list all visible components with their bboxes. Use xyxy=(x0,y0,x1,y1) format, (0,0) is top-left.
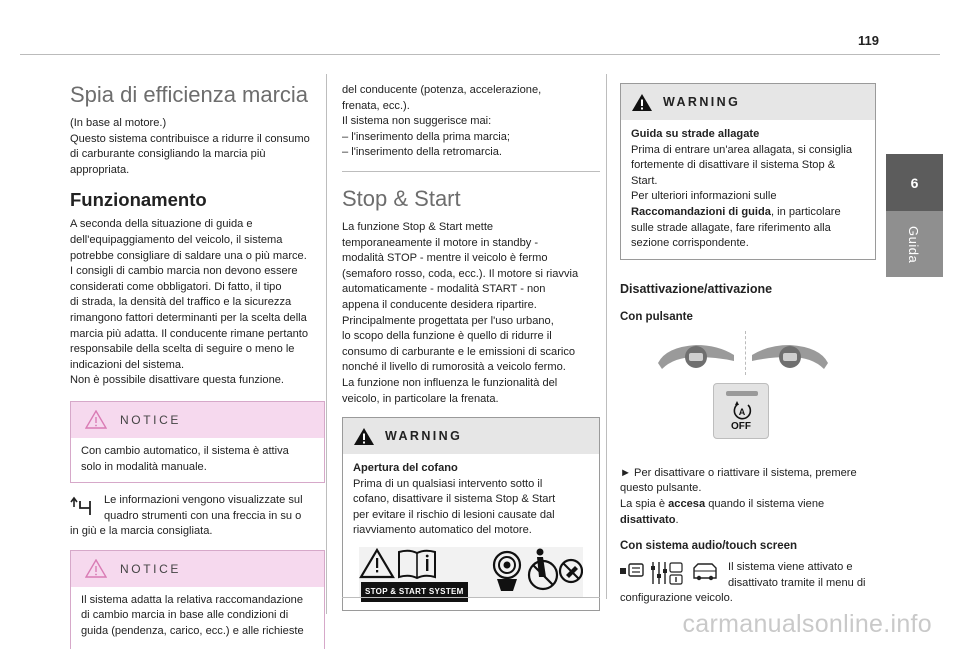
audio-block xyxy=(620,560,876,591)
text-line xyxy=(620,497,876,513)
column-divider xyxy=(606,74,607,599)
text-line: appena il conducente desidera ripartire. xyxy=(342,298,537,311)
notice-body xyxy=(71,438,324,482)
text-line: Il sistema viene attivato e xyxy=(728,561,853,574)
text-line: temporaneamente il motore in standby - xyxy=(342,236,539,249)
text-line: (semaforo rosso, coda, ecc.). Il motore si riavvia xyxy=(342,267,579,280)
text-line: in giù e la marcia consigliata. xyxy=(70,525,213,538)
text-fragment: quando il sistema viene xyxy=(705,497,825,510)
column-2 xyxy=(342,83,600,611)
steering-wheel-icon xyxy=(656,335,736,375)
warning-triangle-icon xyxy=(631,93,653,112)
text-line: Con cambio automatico, il sistema è attiva xyxy=(81,444,289,457)
notice-header xyxy=(71,551,324,587)
text-line: Il sistema adatta la relativa raccomandazione xyxy=(81,593,303,606)
warning-body xyxy=(621,120,875,259)
text-line: frenata, ecc.). xyxy=(342,99,410,112)
chapter-number: 6 xyxy=(886,154,943,211)
top-rule xyxy=(20,54,940,55)
body-text xyxy=(342,220,600,407)
text-fragment: . xyxy=(675,513,679,526)
gear-shift-icon xyxy=(70,495,100,517)
instruction-text xyxy=(620,466,876,528)
text-line: rimangono fattori determinanti per la scelta della xyxy=(70,311,307,324)
text-line: lo scopo della funzione è quello di ridurre il xyxy=(342,330,552,343)
steering-wheel-icon xyxy=(750,335,830,375)
text-line: Prima di entrare un'area allagata, si consiglia xyxy=(631,143,853,156)
text-line: considerati come obbligatori. Di fatto, il tipo xyxy=(70,280,282,293)
section-title: Stop & Start xyxy=(342,185,461,211)
text-line: nonché il livello di rumorosità a veicolo fermo. xyxy=(342,361,566,374)
text-line: quadro strumenti con una freccia in su o xyxy=(104,509,302,522)
text-line: indicazioni del sistema. xyxy=(70,358,185,371)
text-line: cofano, disattivare il sistema Stop & Start xyxy=(353,493,556,506)
notice-label: NOTICE xyxy=(120,412,181,427)
dashboard-illustration xyxy=(620,331,876,466)
text-line: potrebbe consigliare di saldare una o più marce. xyxy=(70,249,307,262)
text-line xyxy=(631,205,865,221)
info-text xyxy=(104,493,303,524)
text-line: Start. xyxy=(631,174,658,187)
off-label: OFF xyxy=(731,420,751,432)
page-number: 119 xyxy=(858,33,879,48)
text-line: guida (pendenza, carico, ecc.) e alle richieste xyxy=(81,625,304,638)
caution-triangle-icon xyxy=(85,410,107,429)
text-line: questo pulsante. xyxy=(620,482,702,495)
text-line: solo in modalità manuale. xyxy=(81,460,207,473)
section-rule xyxy=(342,597,600,598)
text-line: Questo sistema contribuisce a ridurre il consumo xyxy=(70,132,310,145)
column-3 xyxy=(620,83,876,607)
warning-header xyxy=(621,84,875,120)
text-line: – l'inserimento della prima marcia; xyxy=(342,130,510,143)
cross-reference-link[interactable]: Raccomandazioni di guida xyxy=(631,205,771,218)
notice-box xyxy=(70,550,325,649)
text-line: per evitare il rischio di lesioni causate dal xyxy=(353,508,555,521)
text-line: di carburante consigliando la marcia più xyxy=(70,148,266,161)
continued-text xyxy=(342,83,600,161)
warning-label: WARNING xyxy=(663,95,741,109)
text-line: appropriata. xyxy=(70,163,130,176)
text-fragment: disattivato xyxy=(620,513,676,526)
text-line: Il sistema non suggerisce mai: xyxy=(342,115,492,128)
section-rule xyxy=(342,171,600,172)
warning-header xyxy=(343,418,599,454)
touchscreen-settings-icon xyxy=(620,560,720,586)
center-line xyxy=(745,331,746,375)
notice-body xyxy=(71,587,324,649)
section-title: Spia di efficienza marcia xyxy=(70,82,309,107)
sub-title: Funzionamento xyxy=(70,189,207,211)
text-line: di strada, la densità del traffico e la sicurezza xyxy=(70,296,292,309)
text-line: Per ulteriori informazioni sulle xyxy=(631,190,777,203)
text-line: del conducente (potenza, accelerazione, xyxy=(342,84,542,96)
sticker-caption: STOP & START SYSTEM xyxy=(361,582,468,602)
text-line: La funzione Stop & Start mette xyxy=(342,220,494,233)
info-block xyxy=(70,493,325,524)
text-line: configurazione veicolo. xyxy=(620,592,733,605)
audio-text xyxy=(728,560,866,591)
text-line xyxy=(620,513,876,529)
text-line: – l'inserimento della retromarcia. xyxy=(342,146,502,159)
stop-start-sticker xyxy=(359,547,583,597)
text-line: di cambio marcia in base alle condizioni di xyxy=(81,609,289,622)
text-line: (In base al motore.) xyxy=(70,117,167,129)
column-1 xyxy=(70,82,325,649)
text-line: automaticamente - modalità START - non xyxy=(342,283,546,296)
text-line: fortemente di disattivare il sistema Stop & xyxy=(631,159,836,172)
text-line: modalità STOP - mentre il veicolo è fermo xyxy=(342,252,548,265)
text-line: La funzione non influenza le funzionalità del xyxy=(342,376,558,389)
text-line: riavviamento automatico del motore. xyxy=(353,524,532,537)
svg-text:A: A xyxy=(738,406,746,417)
notice-label: NOTICE xyxy=(120,561,181,576)
text-line: disattivato tramite il menu di xyxy=(728,576,866,589)
warning-heading: Guida su strade allagate xyxy=(631,128,760,140)
text-line: veicolo, in particolare la frenata. xyxy=(342,392,499,405)
stop-start-off-button[interactable] xyxy=(713,383,769,439)
text-fragment: accesa xyxy=(668,497,706,510)
watermark: carmanualsonline.info xyxy=(682,610,932,638)
text-line: dell'equipaggiamento del veicolo, il sistema xyxy=(70,233,283,246)
text-line: responsabile della scelta di seguire o meno le xyxy=(70,343,295,356)
warning-box xyxy=(342,417,600,611)
notice-box xyxy=(70,401,325,483)
text-line: marcia più adatta. Il conducente rimane pertanto xyxy=(70,327,309,340)
text-fragment: La spia è xyxy=(620,497,669,510)
text-line: ► Per disattivare o riattivare il sistema, premere xyxy=(620,466,857,479)
chapter-label: Guida xyxy=(906,226,921,264)
warning-box xyxy=(620,83,876,260)
text-line: sezione corrispondente. xyxy=(631,237,749,250)
text-line: A seconda della situazione di guida e xyxy=(70,218,253,231)
warning-body xyxy=(343,454,599,610)
notice-header xyxy=(71,402,324,438)
sub-title: Disattivazione/attivazione xyxy=(620,281,773,296)
chapter-tab[interactable] xyxy=(886,154,943,277)
indicator-light-icon xyxy=(726,391,758,396)
warning-triangle-icon xyxy=(353,427,375,446)
text-line: Non è possibile disattivare questa funzione. xyxy=(70,374,284,387)
text-fragment: , in particolare xyxy=(770,205,841,218)
text-line: Prima di un qualsiasi intervento sotto il xyxy=(353,477,543,490)
intro-text xyxy=(70,116,325,178)
text-line: sulle strade allagate, fare riferimento alla xyxy=(631,221,831,234)
warning-label: WARNING xyxy=(385,429,463,444)
text-line: consumo di carburante e le emissioni di scarico xyxy=(342,345,576,358)
column-divider xyxy=(326,74,327,614)
text-line: I consigli di cambio marcia non devono essere xyxy=(70,265,298,278)
text-line: Principalmente progettata per l'uso urbano, xyxy=(342,314,554,327)
warning-heading: Apertura del cofano xyxy=(353,462,458,475)
text-line: Le informazioni vengono visualizzate sul xyxy=(104,494,303,507)
caution-triangle-icon xyxy=(85,559,107,578)
body-text xyxy=(70,217,325,389)
audio-heading: Con sistema audio/touch screen xyxy=(620,540,798,553)
button-heading: Con pulsante xyxy=(620,310,693,323)
auto-stop-icon xyxy=(732,401,752,421)
